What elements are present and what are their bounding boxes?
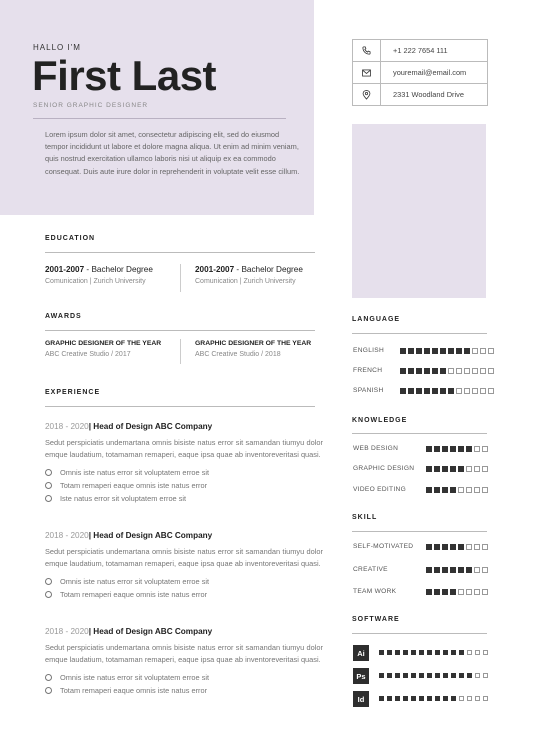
greeting: HALLO I'M xyxy=(33,43,81,52)
job-entry xyxy=(45,531,323,601)
rating-filled-square xyxy=(451,650,456,655)
education-degree: Bachelor Degree xyxy=(91,265,153,274)
rating-empty-square xyxy=(488,388,494,394)
rating-filled-square xyxy=(426,567,432,573)
rating-filled-square xyxy=(440,388,446,394)
rating-filled-square xyxy=(434,544,440,550)
job-role: SENIOR GRAPHIC DESIGNER xyxy=(33,102,149,109)
rating-empty-square xyxy=(467,696,472,701)
rating-empty-square xyxy=(474,567,480,573)
rating-empty-square xyxy=(483,673,488,678)
award-item xyxy=(195,340,325,358)
rating-empty-square xyxy=(474,487,480,493)
rating-empty-square xyxy=(466,466,472,472)
award-detail: ABC Creative Studio / 2017 xyxy=(45,351,131,358)
knowledge-row xyxy=(352,485,487,495)
skill-rating xyxy=(426,544,490,550)
rating-filled-square xyxy=(442,466,448,472)
software-rating xyxy=(379,696,491,701)
language-row xyxy=(352,386,487,396)
knowledge-rating xyxy=(426,446,490,452)
rating-filled-square xyxy=(434,589,440,595)
street-address: 2331 Woodland Drive xyxy=(393,90,464,99)
rating-empty-square xyxy=(488,348,494,354)
rating-filled-square xyxy=(424,388,430,394)
rating-empty-square xyxy=(488,368,494,374)
email-address[interactable]: youremail@email.com xyxy=(393,68,467,77)
language-label: FRENCH xyxy=(353,367,383,374)
language-divider xyxy=(352,333,487,334)
skill-label: TEAM WORK xyxy=(353,588,397,595)
language-rating xyxy=(400,348,496,354)
rating-empty-square xyxy=(474,466,480,472)
rating-empty-square xyxy=(482,544,488,550)
rating-filled-square xyxy=(408,388,414,394)
rating-filled-square xyxy=(403,696,408,701)
awards-divider xyxy=(45,330,315,331)
rating-filled-square xyxy=(435,696,440,701)
job-position: Head of Design ABC Company xyxy=(93,422,213,431)
rating-filled-square xyxy=(426,544,432,550)
circle-bullet-icon xyxy=(45,591,52,598)
rating-filled-square xyxy=(400,388,406,394)
rating-empty-square xyxy=(474,544,480,550)
circle-bullet-icon xyxy=(45,687,52,694)
award-item xyxy=(45,340,175,358)
rating-filled-square xyxy=(426,589,432,595)
job-years: 2018 - 2020 xyxy=(45,627,89,636)
awards-title: AWARDS xyxy=(45,313,82,320)
rating-filled-square xyxy=(466,567,472,573)
bullet-text: Totam remaperi eaque omnis iste natus error xyxy=(60,590,208,599)
bullet-text: Totam remaperi eaque omnis iste natus error xyxy=(60,481,208,490)
job-bullets xyxy=(45,466,323,505)
rating-filled-square xyxy=(442,544,448,550)
rating-filled-square xyxy=(467,673,472,678)
indesign-icon: Id xyxy=(353,691,369,707)
rating-filled-square xyxy=(419,673,424,678)
photoshop-icon: Ps xyxy=(353,668,369,684)
education-column-divider xyxy=(180,264,181,292)
rating-filled-square xyxy=(400,348,406,354)
circle-bullet-icon xyxy=(45,495,52,502)
rating-filled-square xyxy=(459,650,464,655)
rating-filled-square xyxy=(408,368,414,374)
circle-bullet-icon xyxy=(45,482,52,489)
job-description: Sedut perspiciatis undemartana omnis bisiste natus error sit samandan tiumyu dolor emque laudatium, totamaman remaperi, eaque ipsa quae ab inventoreveritasi quasi. xyxy=(45,643,323,664)
job-heading xyxy=(45,627,323,636)
rating-filled-square xyxy=(395,650,400,655)
education-degree: Bachelor Degree xyxy=(241,265,303,274)
skill-label: CREATIVE xyxy=(353,566,388,573)
bullet-text: Omnis iste natus error sit voluptatem erroe sit xyxy=(60,468,210,477)
rating-filled-square xyxy=(416,348,422,354)
rating-empty-square xyxy=(480,368,486,374)
rating-filled-square xyxy=(450,589,456,595)
knowledge-rating xyxy=(426,487,490,493)
education-years: 2001-2007 xyxy=(45,265,85,274)
skill-row xyxy=(352,542,487,552)
job-years: 2018 - 2020 xyxy=(45,422,89,431)
education-separator: - xyxy=(84,265,92,274)
list-item xyxy=(45,479,323,492)
rating-filled-square xyxy=(466,446,472,452)
rating-empty-square xyxy=(483,650,488,655)
job-position: Head of Design ABC Company xyxy=(93,627,213,636)
rating-filled-square xyxy=(387,650,392,655)
education-heading xyxy=(195,265,325,274)
language-rating xyxy=(400,388,496,394)
rating-filled-square xyxy=(442,446,448,452)
rating-filled-square xyxy=(450,567,456,573)
list-item xyxy=(45,684,323,697)
rating-filled-square xyxy=(434,446,440,452)
job-description: Sedut perspiciatis undemartana omnis bisiste natus error sit samandan tiumyu dolor emque laudatium, totamaman remaperi, eaque ipsa quae ab inventoreveritasi quasi. xyxy=(45,547,323,568)
rating-filled-square xyxy=(434,567,440,573)
job-separator: | xyxy=(88,422,94,431)
rating-empty-square xyxy=(459,696,464,701)
illustrator-icon: Ai xyxy=(353,645,369,661)
rating-filled-square xyxy=(387,696,392,701)
award-name: GRAPHIC DESIGNER OF THE YEAR xyxy=(45,340,162,347)
knowledge-title: KNOWLEDGE xyxy=(352,417,408,424)
rating-empty-square xyxy=(466,544,472,550)
rating-filled-square xyxy=(411,673,416,678)
skill-divider xyxy=(352,531,487,532)
rating-filled-square xyxy=(456,348,462,354)
rating-empty-square xyxy=(483,696,488,701)
location-pin-icon xyxy=(353,84,381,105)
rating-filled-square xyxy=(426,466,432,472)
award-name: GRAPHIC DESIGNER OF THE YEAR xyxy=(195,340,312,347)
rating-filled-square xyxy=(379,673,384,678)
rating-filled-square xyxy=(379,696,384,701)
phone-number[interactable]: +1 222 7654 111 xyxy=(393,46,448,55)
education-title: EDUCATION xyxy=(45,235,96,242)
rating-empty-square xyxy=(475,696,480,701)
mail-icon xyxy=(353,62,381,83)
language-title: LANGUAGE xyxy=(352,316,401,323)
skill-rating xyxy=(426,567,490,573)
rating-filled-square xyxy=(450,487,456,493)
job-heading xyxy=(45,531,323,540)
knowledge-label: VIDEO EDITING xyxy=(353,486,406,493)
circle-bullet-icon xyxy=(45,469,52,476)
rating-empty-square xyxy=(480,388,486,394)
rating-empty-square xyxy=(474,446,480,452)
knowledge-row xyxy=(352,464,487,474)
rating-filled-square xyxy=(432,348,438,354)
skill-row xyxy=(352,565,487,575)
experience-title: EXPERIENCE xyxy=(45,389,101,396)
rating-empty-square xyxy=(466,487,472,493)
rating-filled-square xyxy=(426,487,432,493)
rating-filled-square xyxy=(434,466,440,472)
skill-rating xyxy=(426,589,490,595)
knowledge-divider xyxy=(352,433,487,434)
phone-icon xyxy=(353,40,381,61)
software-row xyxy=(352,668,487,684)
rating-filled-square xyxy=(400,368,406,374)
skill-row xyxy=(352,587,487,597)
job-entry xyxy=(45,627,323,697)
job-heading xyxy=(45,422,323,431)
knowledge-row xyxy=(352,444,487,454)
rating-filled-square xyxy=(440,368,446,374)
rating-filled-square xyxy=(419,696,424,701)
rating-filled-square xyxy=(424,348,430,354)
bullet-text: Totam remaperi eaque omnis iste natus error xyxy=(60,686,208,695)
profile-summary: Lorem ipsum dolor sit amet, consectetur adipiscing elit, sed do eiusmod tempor incididunt ut labore et dolore magna aliqua. Ut enim ad minim veniam, quis nostrud exercitation ullamco laboris nisi ut aliquip ex ea commodo consequat. Duis aute irure dolor in reprehenderit in voluptate velit esse cillum. xyxy=(45,130,300,176)
rating-empty-square xyxy=(458,487,464,493)
rating-empty-square xyxy=(475,650,480,655)
language-row xyxy=(352,366,487,376)
rating-filled-square xyxy=(450,544,456,550)
rating-filled-square xyxy=(448,348,454,354)
list-item xyxy=(45,588,323,601)
knowledge-label: WEB DESIGN xyxy=(353,445,399,452)
rating-filled-square xyxy=(442,589,448,595)
circle-bullet-icon xyxy=(45,674,52,681)
rating-filled-square xyxy=(408,348,414,354)
rating-filled-square xyxy=(458,446,464,452)
knowledge-label: GRAPHIC DESIGN xyxy=(353,465,415,472)
rating-empty-square xyxy=(464,388,470,394)
rating-filled-square xyxy=(440,348,446,354)
language-label: ENGLISH xyxy=(353,347,385,354)
award-detail: ABC Creative Studio / 2018 xyxy=(195,351,281,358)
experience-divider xyxy=(45,406,315,407)
education-item xyxy=(195,265,325,285)
rating-empty-square xyxy=(482,446,488,452)
full-name: First Last xyxy=(32,52,217,99)
contact-address xyxy=(353,84,487,105)
rating-empty-square xyxy=(472,348,478,354)
rating-filled-square xyxy=(451,696,456,701)
rating-filled-square xyxy=(443,650,448,655)
list-item xyxy=(45,671,323,684)
rating-empty-square xyxy=(456,388,462,394)
contact-box xyxy=(352,39,488,106)
software-divider xyxy=(352,633,487,634)
rating-filled-square xyxy=(450,446,456,452)
job-bullets xyxy=(45,671,323,697)
rating-empty-square xyxy=(482,589,488,595)
rating-empty-square xyxy=(472,368,478,374)
rating-filled-square xyxy=(379,650,384,655)
list-item xyxy=(45,492,323,505)
rating-filled-square xyxy=(411,696,416,701)
profile-photo-placeholder xyxy=(352,124,486,298)
rating-empty-square xyxy=(482,567,488,573)
software-title: SOFTWARE xyxy=(352,616,400,623)
job-bullets xyxy=(45,575,323,601)
rating-filled-square xyxy=(450,466,456,472)
rating-filled-square xyxy=(443,696,448,701)
bullet-text: Omnis iste natus error sit voluptatem erroe sit xyxy=(60,673,210,682)
rating-filled-square xyxy=(458,567,464,573)
list-item xyxy=(45,466,323,479)
rating-empty-square xyxy=(464,368,470,374)
software-row xyxy=(352,691,487,707)
rating-filled-square xyxy=(427,696,432,701)
header-panel xyxy=(0,0,314,215)
bullet-text: Omnis iste natus error sit voluptatem erroe sit xyxy=(60,577,210,586)
rating-filled-square xyxy=(395,696,400,701)
job-years: 2018 - 2020 xyxy=(45,531,89,540)
awards-column-divider xyxy=(180,339,181,364)
rating-filled-square xyxy=(426,446,432,452)
rating-empty-square xyxy=(456,368,462,374)
education-detail: Comunication | Zurich University xyxy=(45,278,146,285)
rating-filled-square xyxy=(464,348,470,354)
rating-empty-square xyxy=(475,673,480,678)
job-position: Head of Design ABC Company xyxy=(93,531,213,540)
rating-filled-square xyxy=(416,368,422,374)
rating-filled-square xyxy=(387,673,392,678)
rating-empty-square xyxy=(448,368,454,374)
language-rating xyxy=(400,368,496,374)
rating-empty-square xyxy=(474,589,480,595)
header-divider xyxy=(33,118,286,119)
list-item xyxy=(45,575,323,588)
education-separator: - xyxy=(234,265,242,274)
rating-empty-square xyxy=(467,650,472,655)
rating-filled-square xyxy=(411,650,416,655)
rating-empty-square xyxy=(458,589,464,595)
job-entry xyxy=(45,422,323,505)
rating-filled-square xyxy=(442,487,448,493)
rating-filled-square xyxy=(443,673,448,678)
education-heading xyxy=(45,265,175,274)
rating-empty-square xyxy=(480,348,486,354)
education-years: 2001-2007 xyxy=(195,265,235,274)
circle-bullet-icon xyxy=(45,578,52,585)
rating-filled-square xyxy=(419,650,424,655)
software-row xyxy=(352,645,487,661)
rating-filled-square xyxy=(432,368,438,374)
software-rating xyxy=(379,673,491,678)
education-detail: Comunication | Zurich University xyxy=(195,278,296,285)
language-label: SPANISH xyxy=(353,387,384,394)
skill-label: SELF-MOTIVATED xyxy=(353,543,414,550)
rating-filled-square xyxy=(416,388,422,394)
rating-filled-square xyxy=(403,673,408,678)
education-item xyxy=(45,265,175,285)
rating-empty-square xyxy=(482,466,488,472)
rating-filled-square xyxy=(435,650,440,655)
skill-title: SKILL xyxy=(352,514,378,521)
language-row xyxy=(352,346,487,356)
rating-filled-square xyxy=(427,650,432,655)
rating-empty-square xyxy=(472,388,478,394)
rating-filled-square xyxy=(448,388,454,394)
rating-filled-square xyxy=(424,368,430,374)
software-rating xyxy=(379,650,491,655)
rating-filled-square xyxy=(442,567,448,573)
rating-filled-square xyxy=(435,673,440,678)
rating-filled-square xyxy=(403,650,408,655)
job-separator: | xyxy=(88,531,94,540)
bullet-text: Iste natus error sit voluptatem erroe sit xyxy=(60,494,187,503)
contact-phone xyxy=(353,40,487,62)
job-separator: | xyxy=(88,627,94,636)
rating-empty-square xyxy=(482,487,488,493)
education-divider xyxy=(45,252,315,253)
rating-filled-square xyxy=(451,673,456,678)
rating-filled-square xyxy=(432,388,438,394)
job-description: Sedut perspiciatis undemartana omnis bisiste natus error sit samandan tiumyu dolor emque laudatium, totamaman remaperi, eaque ipsa quae ab inventoreveritasi quasi. xyxy=(45,438,323,459)
rating-filled-square xyxy=(458,544,464,550)
rating-filled-square xyxy=(458,466,464,472)
rating-filled-square xyxy=(459,673,464,678)
knowledge-rating xyxy=(426,466,490,472)
rating-filled-square xyxy=(427,673,432,678)
rating-filled-square xyxy=(395,673,400,678)
contact-email xyxy=(353,62,487,84)
rating-filled-square xyxy=(434,487,440,493)
rating-empty-square xyxy=(466,589,472,595)
